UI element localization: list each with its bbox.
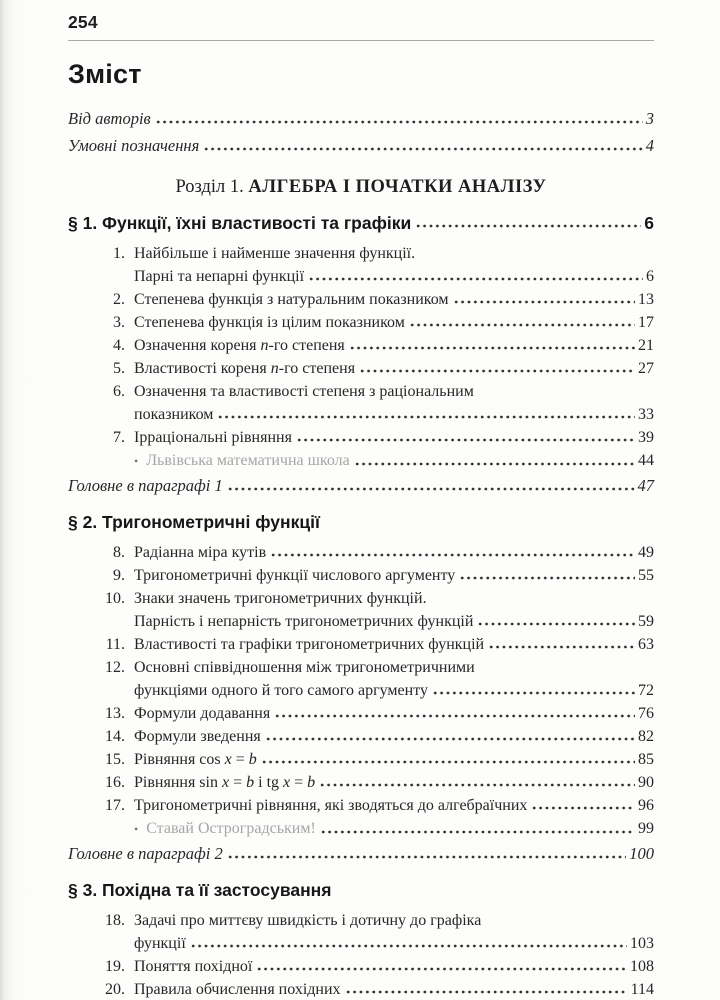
entry-page-number: 103 [630, 935, 654, 952]
dot-leader [256, 955, 627, 978]
item-line [134, 357, 654, 380]
dot-leader [488, 633, 635, 656]
toc-item [68, 426, 654, 449]
item-text: Степенева функція з натуральним показником [134, 291, 449, 308]
entry-page-number: 33 [638, 406, 654, 423]
entry-label: Умовні позначення [68, 136, 200, 155]
item-text: Властивості та графіки тригонометричних функцій [134, 636, 485, 653]
dot-leader [349, 334, 635, 357]
item-content [134, 633, 654, 656]
item-text: Означення та властивості степеня з раціональним [134, 383, 474, 400]
entry-page-number: 100 [629, 844, 654, 863]
toc-list [68, 106, 654, 1000]
toc-item [68, 357, 654, 380]
item-number: 5. [113, 360, 125, 377]
toc-summary-entry [68, 842, 654, 866]
entry-label: Головне в параграфі 2 [68, 844, 223, 863]
entry-page-number: 27 [638, 360, 654, 377]
dot-leader [459, 564, 635, 587]
item-content [134, 909, 654, 955]
item-line [134, 288, 654, 311]
item-line [134, 748, 654, 771]
dot-leader [270, 541, 635, 564]
entry-page-number: 63 [638, 636, 654, 653]
item-text: Знаки значень тригонометричних функцій. [134, 590, 427, 607]
item-content [134, 357, 654, 380]
dot-leader [531, 794, 635, 817]
item-line [134, 725, 654, 748]
entry-page-number: 49 [638, 544, 654, 561]
item-number: 11. [105, 636, 125, 653]
dot-leader [359, 357, 635, 380]
item-number: 18. [105, 912, 125, 929]
entry-page-number: 114 [630, 981, 654, 998]
item-text: функції [134, 935, 186, 952]
bullet-icon: • [134, 454, 139, 468]
item-text: Парні та непарні функції [134, 268, 305, 285]
entry-page-number: 99 [638, 820, 654, 837]
toc-item [68, 564, 654, 587]
item-text: Рівняння cos x = b [134, 751, 257, 768]
entry-page-number: 47 [637, 476, 654, 495]
entry-page-number: 85 [638, 751, 654, 768]
entry-page-number: 59 [638, 613, 654, 630]
item-number: 15. [105, 751, 125, 768]
item-content [134, 311, 654, 334]
item-line [134, 679, 654, 702]
item-text: Властивості кореня n-го степеня [134, 360, 356, 377]
section-label: § 3. Похідна та її застосування [68, 880, 332, 900]
item-content [134, 587, 654, 633]
item-content [134, 288, 654, 311]
dot-leader [217, 403, 635, 426]
item-number: 16. [105, 774, 125, 791]
toc-item [68, 978, 654, 1000]
dot-leader [415, 211, 641, 235]
header-divider [68, 40, 654, 41]
dot-leader [409, 311, 635, 334]
item-content [134, 380, 654, 426]
section-heading [68, 510, 654, 534]
toc-item [68, 633, 654, 656]
dot-leader [477, 610, 635, 633]
dot-leader [203, 133, 642, 158]
contents-title: Зміст [68, 59, 142, 89]
section-label: § 1. Функції, їхні властивості та графіки [68, 213, 412, 233]
item-number: 17. [105, 797, 125, 814]
entry-page-number: 21 [638, 337, 654, 354]
item-content [134, 334, 654, 357]
item-number: 10. [105, 590, 125, 607]
item-content [134, 725, 654, 748]
toc-front-entry [68, 106, 654, 131]
dot-leader [354, 449, 635, 473]
toc-special-entry [68, 817, 654, 841]
item-text: показником [134, 406, 214, 423]
item-number: 6. [113, 383, 125, 400]
section-label: § 2. Тригонометричні функції [68, 512, 320, 532]
toc-item [68, 909, 654, 955]
item-line [134, 909, 654, 932]
item-content [134, 955, 654, 978]
entry-label: Головне в параграфі 1 [68, 476, 223, 495]
item-line [134, 265, 654, 288]
item-line [134, 771, 654, 794]
entry-page-number: 6 [644, 213, 654, 233]
dot-leader [227, 842, 627, 866]
item-number: 20. [105, 981, 125, 998]
entry-page-number: 17 [638, 314, 654, 331]
toc-item [68, 311, 654, 334]
toc-item [68, 748, 654, 771]
dot-leader [296, 426, 635, 449]
item-line [134, 955, 654, 978]
item-content [134, 978, 654, 1000]
entry-label: Від авторів [68, 109, 151, 128]
dot-leader [432, 679, 635, 702]
item-text: Найбільше і найменше значення функції. [134, 245, 416, 262]
toc-item [68, 794, 654, 817]
item-line [134, 311, 654, 334]
item-number: 9. [113, 567, 125, 584]
entry-page-number: 13 [638, 291, 654, 308]
item-line [134, 633, 654, 656]
part-prefix: Розділ 1. [175, 177, 249, 197]
toc-item [68, 725, 654, 748]
entry-page-number: 90 [638, 774, 654, 791]
entry-label: Львівська математична школа [146, 452, 350, 469]
item-content [134, 702, 654, 725]
toc-special-entry [68, 449, 654, 473]
item-number: 4. [113, 337, 125, 354]
entry-page-number: 72 [638, 682, 654, 699]
toc-summary-entry [68, 474, 654, 498]
item-line [134, 541, 654, 564]
toc-item [68, 242, 654, 288]
item-line [134, 334, 654, 357]
entry-page-number: 96 [638, 797, 654, 814]
dot-leader [308, 265, 643, 288]
toc-item [68, 334, 654, 357]
item-number: 2. [113, 291, 125, 308]
toc-item [68, 380, 654, 426]
page-number-header: 254 [68, 12, 98, 32]
item-text: Означення кореня n-го степеня [134, 337, 345, 354]
item-line [134, 656, 654, 679]
section-heading [68, 211, 654, 235]
dot-leader [190, 932, 627, 955]
dot-leader [345, 978, 628, 1000]
item-content [134, 748, 654, 771]
item-text: Формули додавання [134, 705, 271, 722]
toc-item [68, 288, 654, 311]
dot-leader [274, 702, 635, 725]
item-text: Тригонометричні рівняння, які зводяться до алгебраїчних [134, 797, 528, 814]
item-content [134, 242, 654, 288]
item-content [134, 541, 654, 564]
item-text: Основні співвідношення між тригонометричними [134, 659, 475, 676]
item-text: функціями одного й того самого аргументу [134, 682, 428, 699]
item-line [134, 794, 654, 817]
item-text: Ірраціональні рівняння [134, 429, 292, 446]
dot-leader [453, 288, 635, 311]
toc-item [68, 771, 654, 794]
item-number: 8. [113, 544, 125, 561]
item-number: 14. [105, 728, 125, 745]
item-number: 1. [113, 245, 125, 262]
toc-front-entry [68, 133, 654, 158]
entry-page-number: 4 [645, 136, 654, 155]
item-line [134, 426, 654, 449]
entry-page-number: 82 [638, 728, 654, 745]
entry-page-number: 76 [638, 705, 654, 722]
dot-leader [227, 474, 635, 498]
item-text: Поняття похідної [134, 958, 253, 975]
item-content [134, 771, 654, 794]
item-line [134, 380, 654, 403]
item-text: Задачі про миттєву швидкість і дотичну до графіка [134, 912, 482, 929]
entry-page-number: 55 [638, 567, 654, 584]
item-line [134, 610, 654, 633]
item-number: 13. [105, 705, 125, 722]
item-line [134, 564, 654, 587]
toc-item [68, 541, 654, 564]
item-text: Радіанна міра кутів [134, 544, 267, 561]
item-line [134, 978, 654, 1000]
item-text: Рівняння sin x = b і tg x = b [134, 774, 316, 791]
item-line [134, 242, 654, 265]
item-content [134, 656, 654, 702]
item-text: Тригонометричні функції числового аргументу [134, 567, 456, 584]
dot-leader [319, 771, 635, 794]
entry-page-number: 6 [646, 268, 654, 285]
item-text: Формули зведення [134, 728, 261, 745]
item-text: Парність і непарність тригонометричних функцій [134, 613, 474, 630]
toc-item [68, 587, 654, 633]
entry-page-number: 44 [638, 452, 654, 469]
toc-item [68, 702, 654, 725]
item-number: 7. [113, 429, 125, 446]
item-text: Правила обчислення похідних [134, 981, 341, 998]
dot-leader [155, 106, 643, 131]
part-title: АЛГЕБРА І ПОЧАТКИ АНАЛІЗУ [248, 177, 547, 197]
item-number: 3. [113, 314, 125, 331]
bullet-icon: • [134, 822, 139, 836]
item-text: Степенева функція із цілим показником [134, 314, 405, 331]
item-content [134, 426, 654, 449]
entry-label: Ставай Остроградським! [146, 820, 316, 837]
entry-page-number: 3 [645, 109, 654, 128]
item-number: 12. [105, 659, 125, 676]
toc-item [68, 656, 654, 702]
dot-leader [320, 817, 635, 841]
entry-page-number: 108 [630, 958, 654, 975]
item-content [134, 564, 654, 587]
item-content [134, 794, 654, 817]
dot-leader [265, 725, 635, 748]
part-heading [68, 175, 654, 199]
item-line [134, 587, 654, 610]
section-heading [68, 878, 654, 902]
item-line [134, 403, 654, 426]
item-line [134, 932, 654, 955]
dot-leader [261, 748, 635, 771]
item-number: 19. [105, 958, 125, 975]
toc-item [68, 955, 654, 978]
entry-page-number: 39 [638, 429, 654, 446]
item-line [134, 702, 654, 725]
